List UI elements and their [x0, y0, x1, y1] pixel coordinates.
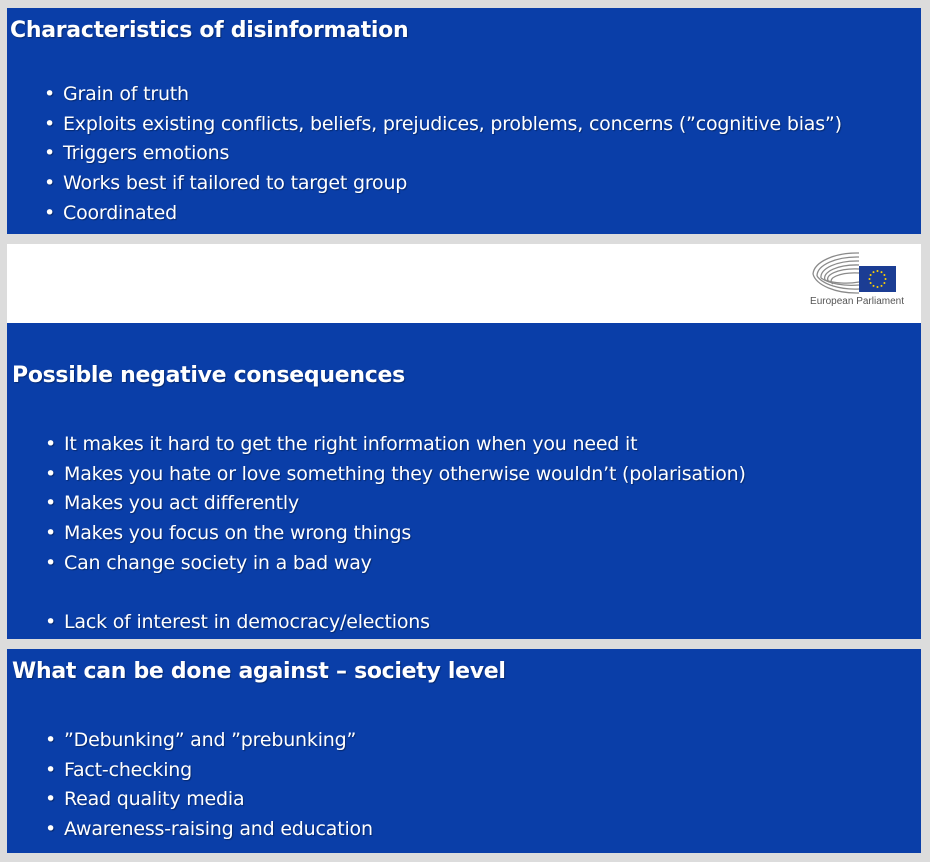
countermeasures-list: [45, 726, 373, 845]
list-item: • Can change society in a bad way: [45, 549, 746, 579]
characteristics-list: [44, 80, 842, 229]
list-item: • Makes you hate or love something they otherwise wouldn’t (polarisation): [45, 460, 746, 490]
list-item: • Fact-checking: [45, 756, 373, 786]
section-title: Characteristics of disinformation: [10, 18, 409, 43]
list-item: • Exploits existing conflicts, beliefs, prejudices, problems, concerns (”cognitive bias”): [44, 110, 842, 140]
list-item: • Triggers emotions: [44, 139, 842, 169]
countermeasures-panel: [7, 649, 921, 853]
list-item: • Read quality media: [45, 785, 373, 815]
logo-text: European Parliament: [810, 296, 904, 307]
header-bar: [7, 244, 921, 323]
list-item: • Awareness-raising and education: [45, 815, 373, 845]
section-title: Possible negative consequences: [12, 363, 405, 388]
section-title: What can be done against – society level: [12, 659, 506, 684]
list-item: • Makes you act differently: [45, 489, 746, 519]
list-item: • Grain of truth: [44, 80, 842, 110]
list-item: • Makes you focus on the wrong things: [45, 519, 746, 549]
disinformation-characteristics-panel: [7, 8, 921, 234]
list-item: • Coordinated: [44, 199, 842, 229]
negative-consequences-panel: [7, 323, 921, 639]
list-item: • ”Debunking” and ”prebunking”: [45, 726, 373, 756]
list-item: • Works best if tailored to target group: [44, 169, 842, 199]
list-item: • It makes it hard to get the right information when you need it: [45, 430, 746, 460]
consequences-list: [45, 430, 746, 638]
list-item: • Lack of interest in democracy/elections: [45, 608, 746, 638]
